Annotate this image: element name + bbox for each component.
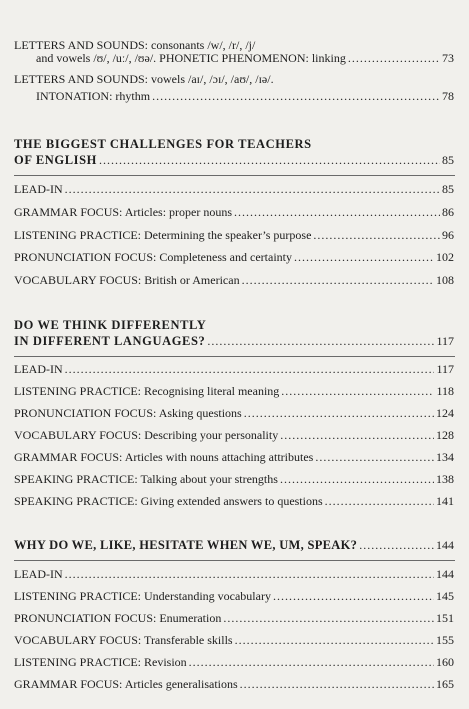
toc-entry-page: 96 xyxy=(442,228,454,242)
toc-entry-page: 108 xyxy=(436,273,454,287)
toc-entry[interactable] xyxy=(14,362,454,376)
toc-entry-page: 124 xyxy=(436,406,454,420)
toc-entry-page: 138 xyxy=(436,472,454,486)
section-heading-entry[interactable] xyxy=(14,153,454,167)
dot-leader xyxy=(280,472,434,486)
toc-entry-page: 151 xyxy=(436,611,454,625)
toc-entry-page: 85 xyxy=(442,182,454,196)
toc-entry[interactable] xyxy=(14,228,454,242)
toc-entry[interactable] xyxy=(14,655,454,669)
toc-entry-text: VOCABULARY FOCUS: Describing your personality xyxy=(14,428,279,442)
toc-entry[interactable] xyxy=(14,428,454,442)
dot-leader xyxy=(235,633,434,647)
toc-entry-text: VOCABULARY FOCUS: British or American xyxy=(14,273,240,287)
toc-entry-page: 102 xyxy=(436,250,454,264)
toc-entry-text: LISTENING PRACTICE: Recognising literal meaning xyxy=(14,384,280,398)
toc-entry-text: GRAMMAR FOCUS: Articles: proper nouns xyxy=(14,205,233,219)
toc-entry[interactable] xyxy=(14,182,454,196)
dot-leader xyxy=(207,334,434,348)
toc-entry[interactable] xyxy=(14,250,454,264)
toc-entry-text: PRONUNCIATION FOCUS: Completeness and certainty xyxy=(14,250,292,264)
toc-entry-page: 155 xyxy=(436,633,454,647)
section-heading-text: WHY DO WE, LIKE, HESITATE WHEN WE, UM, SPEAK? xyxy=(14,538,358,552)
dot-leader xyxy=(273,589,434,603)
toc-entry-text: LISTENING PRACTICE: Revision xyxy=(14,655,187,669)
toc-entry-text: SPEAKING PRACTICE: Talking about your strengths xyxy=(14,472,278,486)
toc-entry-page: 165 xyxy=(436,677,454,691)
dot-leader xyxy=(280,428,434,442)
dot-leader xyxy=(152,89,440,103)
toc-entry-text: LEAD-IN xyxy=(14,182,63,196)
toc-entry-text: VOCABULARY FOCUS: Transferable skills xyxy=(14,633,233,647)
toc-entry-text: GRAMMAR FOCUS: Articles with nouns attaching attributes xyxy=(14,450,314,464)
toc-line-letters-sounds-consonants: LETTERS AND SOUNDS: consonants /w/, /r/, /j/ xyxy=(14,38,256,52)
dot-leader xyxy=(240,677,434,691)
toc-entry[interactable] xyxy=(14,677,454,691)
toc-entry-text: INTONATION: rhythm xyxy=(36,89,151,103)
toc-entry[interactable] xyxy=(14,450,454,464)
section-heading-line: THE BIGGEST CHALLENGES FOR TEACHERS xyxy=(14,137,312,151)
section-heading-text: IN DIFFERENT LANGUAGES? xyxy=(14,334,206,348)
toc-entry-page: 78 xyxy=(442,89,454,103)
dot-leader xyxy=(294,250,434,264)
section-divider xyxy=(14,356,455,357)
toc-entry-intonation-rhythm[interactable] xyxy=(36,89,454,103)
toc-entry-text: and vowels /ʊ/, /uː/, /ʊə/. PHONETIC PHENOMENON: linking xyxy=(36,51,346,65)
toc-entry-page: 134 xyxy=(436,450,454,464)
toc-line-letters-sounds-vowels: LETTERS AND SOUNDS: vowels /aɪ/, /ɔɪ/, /aʊ/, /ɪə/. xyxy=(14,72,274,86)
dot-leader xyxy=(244,406,434,420)
dot-leader xyxy=(223,611,434,625)
section-heading-page: 144 xyxy=(436,538,454,552)
toc-entry[interactable] xyxy=(14,633,454,647)
section-divider xyxy=(14,175,455,176)
section-heading-page: 117 xyxy=(436,334,454,348)
dot-leader xyxy=(313,228,440,242)
toc-entry[interactable] xyxy=(14,384,454,398)
toc-entry-text: LISTENING PRACTICE: Determining the speaker’s purpose xyxy=(14,228,312,242)
section-heading-entry[interactable] xyxy=(14,538,454,552)
toc-entry-page: 144 xyxy=(436,567,454,581)
toc-entry-text: LEAD-IN xyxy=(14,362,63,376)
toc-entry-page: 145 xyxy=(436,589,454,603)
toc-entry-page: 160 xyxy=(436,655,454,669)
dot-leader xyxy=(65,567,434,581)
toc-entry-page: 118 xyxy=(436,384,454,398)
section-heading-entry[interactable] xyxy=(14,334,454,348)
toc-entry[interactable] xyxy=(14,406,454,420)
toc-entry-text: LISTENING PRACTICE: Understanding vocabulary xyxy=(14,589,271,603)
dot-leader xyxy=(281,384,434,398)
toc-entry[interactable] xyxy=(14,273,454,287)
dot-leader xyxy=(99,153,440,167)
toc-entry-text: SPEAKING PRACTICE: Giving extended answers to questions xyxy=(14,494,323,508)
section-divider xyxy=(14,560,455,561)
toc-entry[interactable] xyxy=(14,589,454,603)
toc-entry[interactable] xyxy=(14,611,454,625)
section-heading-text: OF ENGLISH xyxy=(14,153,97,167)
dot-leader xyxy=(65,182,440,196)
dot-leader xyxy=(359,538,434,552)
toc-entry[interactable] xyxy=(14,567,454,581)
dot-leader xyxy=(315,450,434,464)
toc-entry-text: PRONUNCIATION FOCUS: Asking questions xyxy=(14,406,242,420)
dot-leader xyxy=(65,362,435,376)
toc-entry-page: 117 xyxy=(436,362,454,376)
toc-entry-linking[interactable] xyxy=(36,51,454,65)
dot-leader xyxy=(242,273,434,287)
dot-leader xyxy=(348,51,440,65)
dot-leader xyxy=(325,494,434,508)
toc-entry-text: PRONUNCIATION FOCUS: Enumeration xyxy=(14,611,222,625)
toc-entry-page: 141 xyxy=(436,494,454,508)
section-heading-page: 85 xyxy=(442,153,454,167)
section-heading-line: DO WE THINK DIFFERENTLY xyxy=(14,318,207,332)
toc-entry-page: 128 xyxy=(436,428,454,442)
toc-entry-text: LEAD-IN xyxy=(14,567,63,581)
toc-entry-page: 86 xyxy=(442,205,454,219)
toc-entry-page: 73 xyxy=(442,51,454,65)
dot-leader xyxy=(189,655,434,669)
toc-entry-text: GRAMMAR FOCUS: Articles generalisations xyxy=(14,677,238,691)
dot-leader xyxy=(234,205,440,219)
toc-entry[interactable] xyxy=(14,472,454,486)
toc-entry[interactable] xyxy=(14,494,454,508)
toc-entry[interactable] xyxy=(14,205,454,219)
